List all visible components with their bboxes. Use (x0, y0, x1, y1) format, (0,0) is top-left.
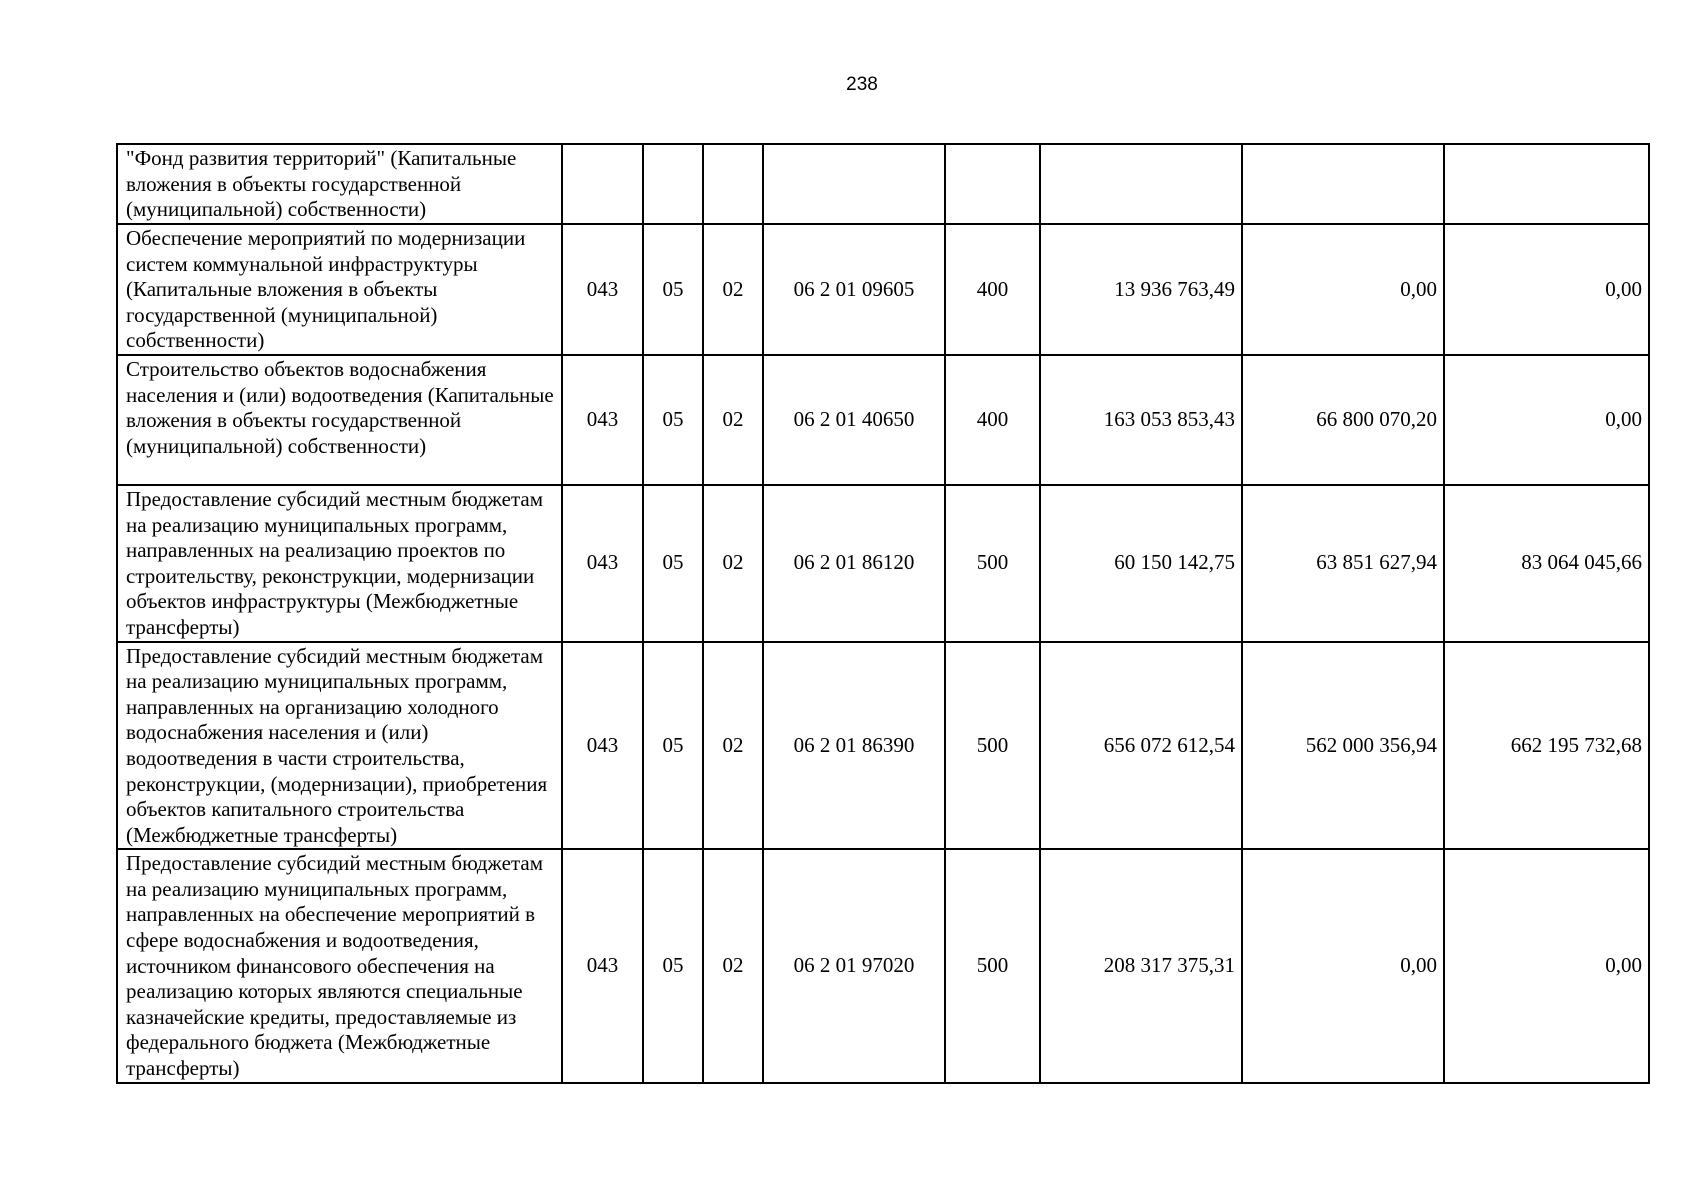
amount-year-2: 0,00 (1242, 224, 1444, 355)
amount-year-1: 208 317 375,31 (1040, 849, 1242, 1082)
section-code: 05 (643, 485, 703, 642)
expense-type-code: 500 (945, 849, 1040, 1082)
subsection-code: 02 (703, 224, 763, 355)
amount-year-3: 662 195 732,68 (1444, 642, 1649, 850)
target-article-code: 06 2 01 40650 (763, 355, 945, 485)
amount-year-1: 163 053 853,43 (1040, 355, 1242, 485)
target-article-code: 06 2 01 86390 (763, 642, 945, 850)
amount-year-2: 66 800 070,20 (1242, 355, 1444, 485)
table-row (117, 355, 1649, 485)
row-description: "Фонд развития территорий" (Капитальные вложения в объекты государственной (муниципальной) собственности) (117, 144, 562, 224)
amount-year-3: 0,00 (1444, 849, 1649, 1082)
table-row (117, 849, 1649, 1082)
amount-year-3: 0,00 (1444, 355, 1649, 485)
target-article-code: 06 2 01 97020 (763, 849, 945, 1082)
table-row (117, 144, 1649, 224)
row-description: Предоставление субсидий местным бюджетам на реализацию муниципальных программ, направленных на обеспечение мероприятий в сфере водоснабжения и водоотведения, источником финансового обеспечения на реализацию которых являются специальные казначейские кредиты, предоставляемые из федерального бюджета (Межбюджетные трансферты) (117, 849, 562, 1082)
target-article-code (763, 144, 945, 224)
row-description: Обеспечение мероприятий по модернизации систем коммунальной инфраструктуры (Капитальные вложения в объекты государственной (муниципальной) собственности) (117, 224, 562, 355)
table-row (117, 642, 1649, 850)
expense-type-code: 400 (945, 224, 1040, 355)
expense-type-code: 400 (945, 355, 1040, 485)
amount-year-2: 562 000 356,94 (1242, 642, 1444, 850)
section-code: 05 (643, 642, 703, 850)
ministry-code: 043 (562, 849, 643, 1082)
row-description: Предоставление субсидий местным бюджетам на реализацию муниципальных программ, направленных на реализацию проектов по строительству, реконструкции, модернизации объектов инфраструктуры (Межбюджетные трансферты) (117, 485, 562, 642)
subsection-code: 02 (703, 642, 763, 850)
amount-year-1: 13 936 763,49 (1040, 224, 1242, 355)
budget-table (116, 143, 1650, 1084)
amount-year-3: 83 064 045,66 (1444, 485, 1649, 642)
ministry-code: 043 (562, 224, 643, 355)
subsection-code: 02 (703, 355, 763, 485)
expense-type-code (945, 144, 1040, 224)
section-code: 05 (643, 224, 703, 355)
ministry-code: 043 (562, 355, 643, 485)
row-description: Предоставление субсидий местным бюджетам на реализацию муниципальных программ, направленных на организацию холодного водоснабжения населения и (или) водоотведения в части строительства, реконструкции, (модернизации), приобретения объектов капитального строительства (Межбюджетные трансферты) (117, 642, 562, 850)
amount-year-3: 0,00 (1444, 224, 1649, 355)
target-article-code: 06 2 01 86120 (763, 485, 945, 642)
row-description: Строительство объектов водоснабжения населения и (или) водоотведения (Капитальные вложения в объекты государственной (муниципальной) собственности) (117, 355, 562, 485)
page-number: 238 (846, 74, 878, 95)
amount-year-2 (1242, 144, 1444, 224)
ministry-code: 043 (562, 485, 643, 642)
expense-type-code: 500 (945, 485, 1040, 642)
amount-year-2: 63 851 627,94 (1242, 485, 1444, 642)
section-code: 05 (643, 355, 703, 485)
amount-year-3 (1444, 144, 1649, 224)
subsection-code (703, 144, 763, 224)
section-code: 05 (643, 849, 703, 1082)
amount-year-1: 656 072 612,54 (1040, 642, 1242, 850)
amount-year-1: 60 150 142,75 (1040, 485, 1242, 642)
subsection-code: 02 (703, 849, 763, 1082)
ministry-code (562, 144, 643, 224)
table-row (117, 224, 1649, 355)
ministry-code: 043 (562, 642, 643, 850)
subsection-code: 02 (703, 485, 763, 642)
amount-year-1 (1040, 144, 1242, 224)
amount-year-2: 0,00 (1242, 849, 1444, 1082)
table-row (117, 485, 1649, 642)
section-code (643, 144, 703, 224)
expense-type-code: 500 (945, 642, 1040, 850)
target-article-code: 06 2 01 09605 (763, 224, 945, 355)
